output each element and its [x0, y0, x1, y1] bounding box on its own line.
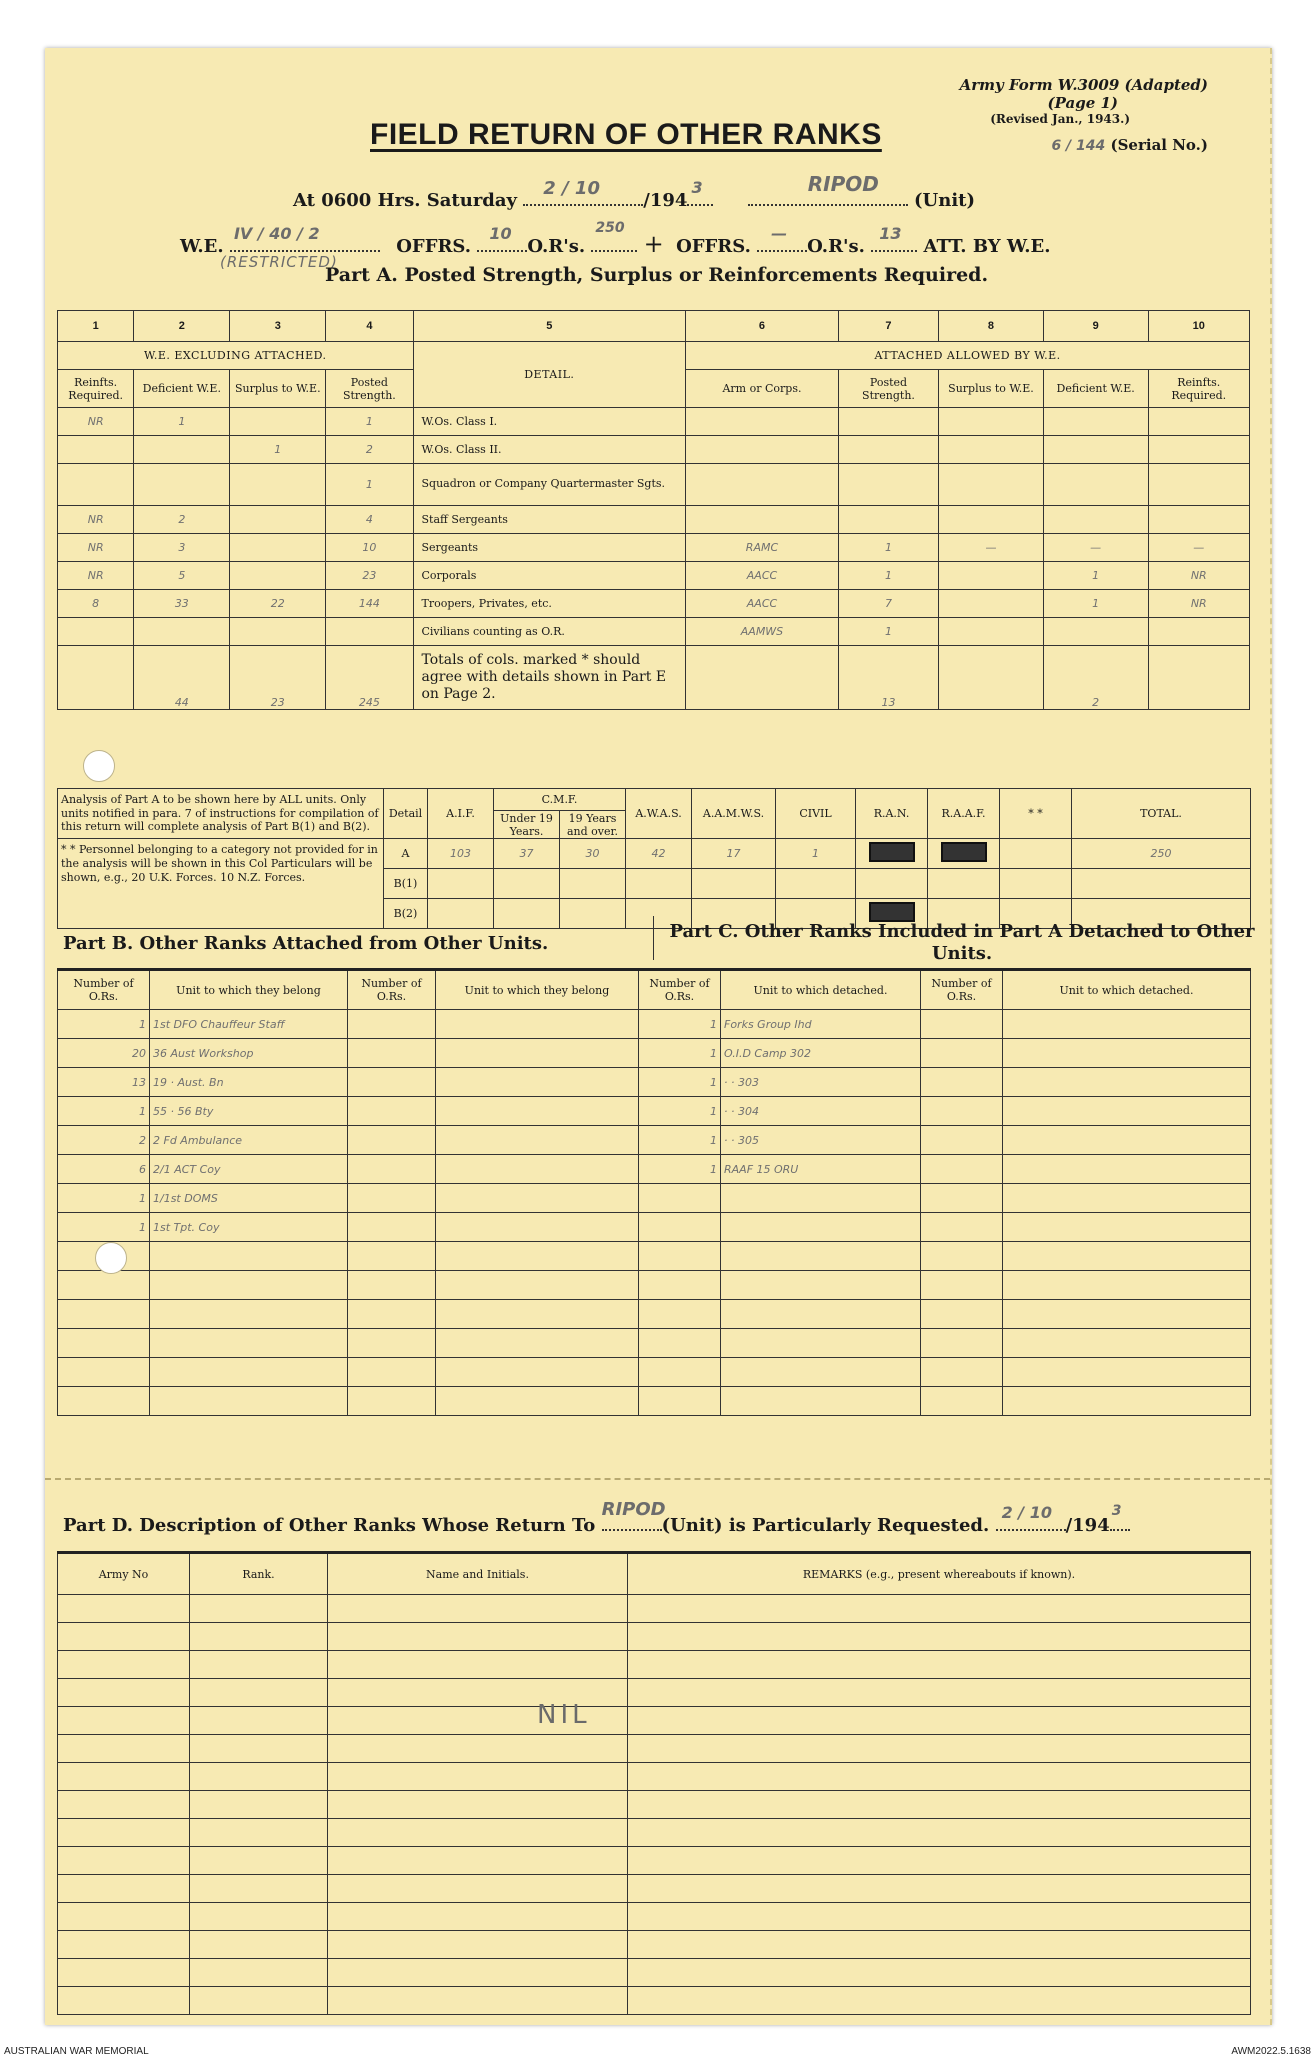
cell-arm: [686, 646, 839, 710]
cell-att-deficient: 1: [1043, 590, 1148, 618]
we-value: IV / 40 / 2: [233, 224, 320, 243]
table-row: [58, 1010, 1251, 1039]
cell-att-reinfts: [1148, 464, 1249, 506]
cell-detail: Troopers, Privates, etc.: [413, 590, 686, 618]
cell-arm: AACC: [686, 562, 839, 590]
part-b-num: 20: [58, 1039, 150, 1068]
part-c-num-header-2: Number of O.Rs.: [921, 970, 1003, 1010]
table-row: [58, 408, 1250, 436]
date-value: 2 / 10: [543, 178, 600, 199]
we-note: (RESTRICTED): [220, 253, 338, 271]
cell-posted: 144: [326, 590, 413, 618]
cell-surplus: [230, 408, 326, 436]
cell-att-reinfts: [1148, 408, 1249, 436]
offrs-att-value: —: [771, 224, 788, 243]
punch-hole: [95, 1242, 127, 1274]
cell-arm: [686, 464, 839, 506]
cell-att-posted: [838, 408, 938, 436]
cell-detail: Squadron or Company Quartermaster Sgts.: [413, 464, 686, 506]
part-d-year: /194: [1065, 1515, 1110, 1536]
plus-sign: +: [643, 230, 664, 258]
part-c-unit: · · 305: [721, 1126, 921, 1155]
cell-surplus: [230, 506, 326, 534]
part-d-name-header: Name and Initials.: [328, 1553, 628, 1595]
footer-left: AUSTRALIAN WAR MEMORIAL: [4, 2046, 149, 2057]
analysis-aamws-header: A.A.M.W.S.: [692, 789, 776, 839]
cell-detail: Staff Sergeants: [413, 506, 686, 534]
at-label: At 0600 Hrs. Saturday: [293, 190, 518, 211]
analysis-ran-header: R.A.N.: [856, 789, 928, 839]
part-b-unit-header: Unit to which they belong: [150, 970, 348, 1010]
cell-arm: AACC: [686, 590, 839, 618]
col-header: Posted Strength.: [326, 370, 413, 408]
part-d-nil: NIL: [537, 1700, 591, 1730]
blacked-out-cell: [869, 902, 915, 922]
part-b-unit: 1st Tpt. Coy: [150, 1213, 348, 1242]
analysis-row-label: A: [384, 839, 428, 869]
analysis-aif-value: 103: [428, 839, 494, 869]
analysis-table: [57, 788, 1251, 929]
cell-att-surplus: [939, 408, 1044, 436]
cell-att-deficient: 1: [1043, 562, 1148, 590]
footer-right: AWM2022.5.1638: [1231, 2046, 1311, 2057]
col-number: 5: [413, 311, 686, 342]
perforation-line: [45, 1478, 1270, 1480]
army-form-number: Army Form W.3009 (Adapted): [959, 76, 1208, 94]
part-b-num: 13: [58, 1068, 150, 1097]
att-label: ATT. BY W.E.: [923, 236, 1051, 257]
year-value: 3: [691, 178, 703, 197]
part-c-unit: · · 304: [721, 1097, 921, 1126]
cell-posted: 245: [326, 646, 413, 710]
table-row: [58, 590, 1250, 618]
cell-posted: 2: [326, 436, 413, 464]
table-row: [58, 464, 1250, 506]
ors-att-value: 13: [879, 224, 902, 243]
table-row: [58, 1987, 1251, 2015]
column-number-row: [58, 311, 1250, 342]
cell-detail: W.Os. Class II.: [413, 436, 686, 464]
revised-date: (Revised Jan., 1943.): [990, 112, 1130, 126]
part-c-num: 1: [639, 1010, 721, 1039]
part-b-c-table: [57, 968, 1251, 1416]
cell-att-deficient: [1043, 618, 1148, 646]
cell-att-reinfts: NR: [1148, 562, 1249, 590]
totals-row: [58, 646, 1250, 710]
col-header: Reinfts. Required.: [1148, 370, 1249, 408]
cell-att-surplus: [939, 646, 1044, 710]
cell-detail: Corporals: [413, 562, 686, 590]
table-row: [58, 1595, 1251, 1623]
cell-deficient: [134, 464, 230, 506]
table-row: [58, 1623, 1251, 1651]
serial-number-value: 6 / 144: [1051, 138, 1106, 154]
cell-reinfts: NR: [58, 562, 134, 590]
cell-arm: [686, 408, 839, 436]
analysis-under19-value: 37: [494, 839, 560, 869]
cell-posted: 23: [326, 562, 413, 590]
part-c-unit: O.I.D Camp 302: [721, 1039, 921, 1068]
punch-hole: [83, 750, 115, 782]
col-number: 1: [58, 311, 134, 342]
cell-deficient: [134, 618, 230, 646]
we-label: W.E.: [180, 236, 224, 257]
analysis-row-label: B(2): [384, 899, 428, 929]
cell-att-posted: 13: [838, 646, 938, 710]
part-b-unit: 19 · Aust. Bn: [150, 1068, 348, 1097]
table-row: [58, 618, 1250, 646]
table-row: [58, 562, 1250, 590]
cell-posted: 1: [326, 464, 413, 506]
table-row: [58, 506, 1250, 534]
analysis-row-a: [58, 839, 1251, 869]
personnel-note: * * Personnel belonging to a category not provided for in the analysis will be shown in this Col Particulars will be shown, e.g., 20 U.K. Forces. 10 N.Z. Forces.: [58, 839, 384, 929]
col-number: 7: [838, 311, 938, 342]
cell-att-posted: [838, 436, 938, 464]
part-b-unit-header-2: Unit to which they belong: [436, 970, 639, 1010]
cell-att-reinfts: [1148, 436, 1249, 464]
form-title: FIELD RETURN OF OTHER RANKS: [370, 118, 882, 151]
part-b-unit: 36 Aust Workshop: [150, 1039, 348, 1068]
col-header: Deficient W.E.: [134, 370, 230, 408]
table-row: [58, 1213, 1251, 1242]
serial-number-line: [968, 136, 1208, 154]
table-row: [58, 1903, 1251, 1931]
cell-att-deficient: [1043, 464, 1148, 506]
analysis-total-header: TOTAL.: [1072, 789, 1251, 839]
cell-reinfts: [58, 618, 134, 646]
serial-number-label: (Serial No.): [1110, 136, 1208, 154]
cell-posted: 10: [326, 534, 413, 562]
col-header: Arm or Corps.: [686, 370, 839, 408]
cell-posted: [326, 618, 413, 646]
part-b-unit: 2 Fd Ambulance: [150, 1126, 348, 1155]
table-row: [58, 1271, 1251, 1300]
col-header: Posted Strength.: [838, 370, 938, 408]
part-c-unit: · · 303: [721, 1068, 921, 1097]
cell-att-surplus: [939, 464, 1044, 506]
part-b-num-header-2: Number of O.Rs.: [348, 970, 436, 1010]
table-row: [58, 1847, 1251, 1875]
cell-reinfts: NR: [58, 408, 134, 436]
page-number: (Page 1): [1047, 94, 1118, 112]
analysis-total-value: 250: [1072, 839, 1251, 869]
cell-reinfts: [58, 436, 134, 464]
blacked-out-cell: [869, 842, 915, 862]
analysis-civil-header: CIVIL: [776, 789, 856, 839]
part-c-unit-header-2: Unit to which detached.: [1003, 970, 1251, 1010]
form-paper: [45, 48, 1272, 2025]
cell-surplus: 1: [230, 436, 326, 464]
part-d-army-no-header: Army No: [58, 1553, 190, 1595]
col-header: Deficient W.E.: [1043, 370, 1148, 408]
cell-att-posted: 1: [838, 534, 938, 562]
analysis-awas-value: 42: [626, 839, 692, 869]
part-b-unit: 1st DFO Chauffeur Staff: [150, 1010, 348, 1039]
offrs-att-label: OFFRS.: [676, 236, 751, 257]
cell-att-reinfts: [1148, 618, 1249, 646]
table-row: [58, 1068, 1251, 1097]
cell-att-surplus: [939, 562, 1044, 590]
cell-att-surplus: [939, 506, 1044, 534]
part-b-num: 1: [58, 1184, 150, 1213]
table-row: [58, 1242, 1251, 1271]
cell-arm: RAMC: [686, 534, 839, 562]
part-c-num: 1: [639, 1068, 721, 1097]
cell-arm: [686, 436, 839, 464]
group-header-excluding-attached: W.E. EXCLUDING ATTACHED.: [58, 342, 414, 370]
table-row: [58, 534, 1250, 562]
cell-surplus: [230, 534, 326, 562]
col-number: 9: [1043, 311, 1148, 342]
cell-reinfts: [58, 464, 134, 506]
form-identifier: [878, 76, 1208, 126]
col-number: 2: [134, 311, 230, 342]
part-d-table: [57, 1551, 1251, 2015]
table-row: [58, 1651, 1251, 1679]
part-d-title-b: (Unit) is Particularly Requested.: [661, 1515, 990, 1536]
table-row: [58, 1155, 1251, 1184]
cell-deficient: 1: [134, 408, 230, 436]
part-c-num-header: Number of O.Rs.: [639, 970, 721, 1010]
unit-value: RIPOD: [807, 172, 879, 196]
analysis-detail-header: Detail: [384, 789, 428, 839]
ors-att-label: O.R's.: [807, 236, 865, 257]
cell-detail: Sergeants: [413, 534, 686, 562]
part-b-title: Part B. Other Ranks Attached from Other Units.: [63, 933, 549, 954]
part-b-unit: 55 · 56 Bty: [150, 1097, 348, 1126]
part-b-num: 1: [58, 1213, 150, 1242]
analysis-awas-header: A.W.A.S.: [626, 789, 692, 839]
date-line: [293, 172, 975, 211]
col-number: 4: [326, 311, 413, 342]
col-header: Reinfts. Required.: [58, 370, 134, 408]
analysis-note: Analysis of Part A to be shown here by ALL units. Only units notified in para. 7 of instructions for compilation of this return will complete analysis of Part B(1) and B(2).: [58, 789, 384, 839]
cell-surplus: [230, 562, 326, 590]
table-row: [58, 1387, 1251, 1416]
table-row: [58, 1126, 1251, 1155]
cell-surplus: 22: [230, 590, 326, 618]
ors-label: O.R's.: [527, 236, 586, 257]
part-a-title: Part A. Posted Strength, Surplus or Reinforcements Required.: [325, 264, 989, 286]
cell-att-surplus: [939, 590, 1044, 618]
analysis-cmf-header: C.M.F.: [494, 789, 626, 811]
part-d-title: [63, 1499, 1130, 1536]
table-row: [58, 1097, 1251, 1126]
cell-att-surplus: [939, 436, 1044, 464]
table-row: [58, 1300, 1251, 1329]
analysis-raaf-header: R.A.A.F.: [928, 789, 1000, 839]
cell-att-deficient: [1043, 506, 1148, 534]
cell-reinfts: 8: [58, 590, 134, 618]
analysis-over19-header: 19 Years and over.: [560, 811, 626, 839]
analysis-row-label: B(1): [384, 869, 428, 899]
cell-arm: AAMWS: [686, 618, 839, 646]
table-row: [58, 1039, 1251, 1068]
part-b-unit: 2/1 ACT Coy: [150, 1155, 348, 1184]
cell-deficient: 3: [134, 534, 230, 562]
part-b-num: 1: [58, 1010, 150, 1039]
table-row: [58, 1791, 1251, 1819]
analysis-aif-header: A.I.F.: [428, 789, 494, 839]
cell-deficient: 33: [134, 590, 230, 618]
group-header-attached-allowed: ATTACHED ALLOWED BY W.E.: [686, 342, 1250, 370]
part-c-num: 1: [639, 1155, 721, 1184]
table-row: [58, 1931, 1251, 1959]
table-row: [58, 1679, 1251, 1707]
col-number: 6: [686, 311, 839, 342]
part-b-unit: 1/1st DOMS: [150, 1184, 348, 1213]
cell-reinfts: NR: [58, 534, 134, 562]
table-row: [58, 1184, 1251, 1213]
cell-att-reinfts: [1148, 506, 1249, 534]
cell-att-posted: 1: [838, 618, 938, 646]
col-number: 3: [230, 311, 326, 342]
table-row: [58, 1707, 1251, 1735]
cell-att-posted: 1: [838, 562, 938, 590]
part-b-num: 6: [58, 1155, 150, 1184]
cell-att-posted: [838, 506, 938, 534]
cell-detail: Totals of cols. marked * should agree with details shown in Part E on Page 2.: [413, 646, 686, 710]
table-row: [58, 1735, 1251, 1763]
cell-att-surplus: [939, 618, 1044, 646]
cell-att-deficient: —: [1043, 534, 1148, 562]
part-c-title: Part C. Other Ranks Included in Part A Detached to Other Units.: [669, 921, 1255, 964]
col-header: Surplus to W.E.: [939, 370, 1044, 408]
part-c-num: 1: [639, 1039, 721, 1068]
cell-att-deficient: [1043, 408, 1148, 436]
cell-reinfts: NR: [58, 506, 134, 534]
part-d-title-a: Part D. Description of Other Ranks Whose Return To: [63, 1515, 596, 1536]
year-label: /194: [643, 190, 688, 211]
part-c-num: 1: [639, 1126, 721, 1155]
ors-value: 250: [595, 220, 625, 236]
part-c-unit: Forks Group Ihd: [721, 1010, 921, 1039]
detail-header: DETAIL.: [413, 342, 686, 408]
cell-detail: Civilians counting as O.R.: [413, 618, 686, 646]
part-d-year-value: 3: [1111, 1503, 1122, 1519]
cell-posted: 4: [326, 506, 413, 534]
table-row: [58, 1959, 1251, 1987]
cell-detail: W.Os. Class I.: [413, 408, 686, 436]
analysis-aamws-value: 17: [692, 839, 776, 869]
part-c-unit: RAAF 15 ORU: [721, 1155, 921, 1184]
cell-att-reinfts: [1148, 646, 1249, 710]
part-d-remarks-header: REMARKS (e.g., present whereabouts if known).: [628, 1553, 1251, 1595]
cell-arm: [686, 506, 839, 534]
cell-att-reinfts: —: [1148, 534, 1249, 562]
part-b-num: 2: [58, 1126, 150, 1155]
table-row: [58, 1358, 1251, 1387]
offrs-value: 10: [489, 224, 512, 243]
part-b-num-header: Number of O.Rs.: [58, 970, 150, 1010]
cell-posted: 1: [326, 408, 413, 436]
analysis-under19-header: Under 19 Years.: [494, 811, 560, 839]
analysis-over19-value: 30: [560, 839, 626, 869]
cell-deficient: 5: [134, 562, 230, 590]
table-row: [58, 1819, 1251, 1847]
col-number: 8: [939, 311, 1044, 342]
analysis-civil-value: 1: [776, 839, 856, 869]
col-number: 10: [1148, 311, 1249, 342]
cell-surplus: [230, 464, 326, 506]
cell-att-deficient: 2: [1043, 646, 1148, 710]
cell-deficient: [134, 436, 230, 464]
cell-reinfts: [58, 646, 134, 710]
cell-att-posted: [838, 464, 938, 506]
part-a-table: [57, 310, 1250, 710]
table-row: [58, 1763, 1251, 1791]
part-c-unit-header: Unit to which detached.: [721, 970, 921, 1010]
blacked-out-cell: [941, 842, 987, 862]
cell-att-surplus: —: [939, 534, 1044, 562]
part-d-rank-header: Rank.: [190, 1553, 328, 1595]
col-header: Surplus to W.E.: [230, 370, 326, 408]
part-b-num: 1: [58, 1097, 150, 1126]
table-row: [58, 1329, 1251, 1358]
cell-deficient: 44: [134, 646, 230, 710]
part-d-date-value: 2 / 10: [1001, 1503, 1052, 1522]
cell-deficient: 2: [134, 506, 230, 534]
cell-att-reinfts: NR: [1148, 590, 1249, 618]
unit-label: (Unit): [914, 190, 975, 211]
cell-surplus: 23: [230, 646, 326, 710]
cell-surplus: [230, 618, 326, 646]
offrs-label: OFFRS.: [396, 236, 472, 257]
part-c-num: 1: [639, 1097, 721, 1126]
table-row: [58, 1875, 1251, 1903]
cell-att-posted: 7: [838, 590, 938, 618]
table-row: [58, 436, 1250, 464]
part-d-unit-value: RIPOD: [601, 1499, 666, 1520]
analysis-other-header: * *: [1000, 789, 1072, 839]
cell-att-deficient: [1043, 436, 1148, 464]
